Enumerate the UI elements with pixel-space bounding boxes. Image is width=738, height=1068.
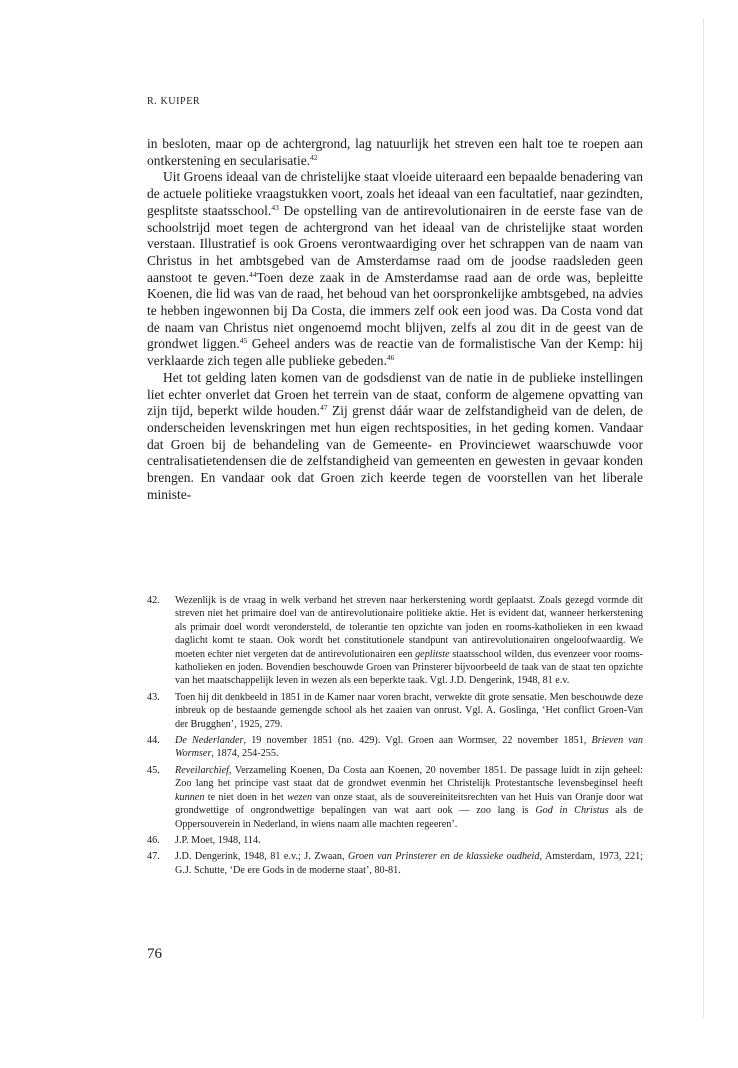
footnote-italic: Reveilarchief	[175, 764, 229, 776]
footnote-43	[147, 691, 643, 731]
footnote-42	[147, 594, 643, 688]
footnote-italic: kunnen	[175, 791, 205, 803]
footnote-text: J.D. Dengerink, 1948, 81 e.v.; J. Zwaan,	[175, 851, 348, 863]
footnote-ref-43[interactable]: 43	[271, 202, 279, 212]
footnote-italic: God in Christus	[535, 805, 609, 817]
footnote-text: , 19 november 1851 (no. 429). Vgl. Groen aan Wormser, 22 november 1851,	[243, 735, 592, 747]
footnote-italic: De Nederlander	[175, 735, 244, 747]
footnote-number: 46.	[147, 834, 160, 846]
footnote-italic: geplitste	[415, 648, 450, 660]
paragraph-3-text-b: Zij grenst dáár waar de zelfstandigheid van de delen, de onderscheiden levenskringen met hun eigen rechtsposities, in het geding komen. Vandaar dat Groen bij de behandeling van de Gemeente- en Provinciewet waarschuwde voor centralisatietendensen die de zelfstandigheid van gemeenten en gewesten in gevaar konden brengen. En vandaar ook dat Groen zich keerde tegen de voorstellen van het liberale ministe-	[147, 403, 643, 502]
page-edge-line	[703, 18, 704, 1018]
footnote-47	[147, 850, 643, 877]
footnote-number: 45.	[147, 764, 160, 776]
footnote-ref-46[interactable]: 46	[386, 353, 395, 363]
footnote-text: Toen hij dit denkbeeld in 1851 in de Kamer naar voren bracht, verwekte dit grote sensatie. Men beschouwde deze inbreuk op de bestaande gemengde school als het zaaien van onrust. Vgl. A. Goslinga, ‘Het conflict Groen-Van der Brugghen’, 1925, 279.	[175, 691, 643, 730]
footnote-text: te niet doen in het	[204, 791, 288, 803]
footnote-44	[147, 734, 643, 761]
paragraph-2	[147, 169, 643, 369]
paragraph-2-text-d: Geheel anders was de reactie van de formalistische Van der Kemp: hij verklaarde zich tegen alle publieke gebeden.	[147, 336, 643, 369]
footnote-ref-42[interactable]: 42	[310, 152, 318, 162]
footnote-number: 47.	[147, 851, 160, 863]
paragraph-3	[147, 370, 643, 504]
footnote-text: staatsschool wilden, dus evenzeer voor rooms-katholieken en joden. Bovendien beschouwde Groen van Prinsterer bijvoorbeeld de taak van de staat ten opzichte van het maatschappelijk leven in wezen als een beperkte taak. Vgl. J.D. Dengerink, 1948, 81 e.v.	[175, 648, 643, 687]
footnote-text: Wezenlijk is de vraag in welk verband het streven naar herkerstening wordt geplaatst. Zoals gezegd vormde dit streven niet het primaire doel van de antirevolutionaire politieke aktie. Het is evident dat, wanneer herkerstening als primair doel wordt verondersteld, de tolerantie ten opzichte van joden en rooms-katholieken in een kwaad daglicht komt te staan. Ook wordt het constitutionele standpunt van antirevolutionairen ongeloofwaardig. We moeten echter niet vergeten dat de antirevolutionairen een	[175, 595, 643, 660]
paragraph-3-text-a: Het tot gelding laten komen van de godsdienst van de natie in de publieke instellingen liet echter onverlet dat Groen het terrein van de staat, conform de algemene opvatting van zijn tijd, beperkt wilde houden.	[147, 369, 643, 419]
paragraph-1-text: in besloten, maar op de achtergrond, lag natuurlijk het streven een halt toe te roepen aan ontkerstening en secularisatie.	[147, 136, 643, 168]
footnote-text: J.P. Moet, 1948, 114.	[175, 834, 261, 846]
body-text	[147, 136, 643, 503]
footnote-italic: Groen van Prinsterer en de klassieke oudheid	[348, 851, 540, 863]
footnote-text: als de Oppersouverein in Nederland, in wiens naam alle machten regeeren’.	[175, 805, 644, 830]
paragraph-2-text-a: Uit Groens ideaal van de christelijke staat vloeide uiteraard een bepaalde benadering van de actuele politieke vraagstukken voort, zoals het ideaal van een facultatief, naar gezindten, gesplitste staatsschool.	[147, 169, 643, 218]
footnote-ref-45[interactable]: 45	[239, 336, 248, 346]
paragraph-2-text-b: De opstelling van de antirevolutionairen in de eerste fase van de schoolstrijd moet tegen de achtergrond van het ideaal van de christelijke staat worden verstaan. Illustratief is ook Groens verontwaardiging over het schrappen van de naam van Christus in het ambtsgebed van de Amsterdamse raad om de joodse raadsleden geen aanstoot te geven.	[147, 202, 644, 285]
footnote-text: van onze staat, als de souvereiniteitsrechten van het Huis van Oranje door wat grondwettige of ongrondwettige bepalingen van wat aart ook — zoo lang is	[175, 791, 644, 817]
paragraph-2-text-c: Toen deze zaak in de Amsterdamse raad aan de orde was, bepleitte Koenen, die lid was van de raad, het behoud van het oorspronkelijke ambtsgebed, na advies te hebben ingewonnen bij Da Costa, die immers zelf ook een jood was. Da Costa vond dat de naam van Christus niet ongenoemd mocht blijven, zelfs al zou dit in de geest van de grondwet liggen.	[147, 269, 643, 352]
footnote-ref-47[interactable]: 47	[320, 403, 328, 413]
page-number: 76	[147, 946, 162, 962]
footnote-text: , Verzameling Koenen, Da Costa aan Koenen, 20 november 1851. De passage luidt in zijn geheel: Zoo lang het principe vast staat dat de grondwet evenmin het Christelijk Protestantsche levensbeginsel heeft	[175, 764, 643, 790]
running-head: R. KUIPER	[147, 96, 201, 107]
paragraph-1	[147, 136, 643, 169]
footnote-45	[147, 764, 643, 831]
footnote-text: , Amsterdam, 1973, 221; G.J. Schutte, ‘De ere Gods in de moderne staat’, 80-81.	[175, 851, 643, 876]
footnote-46	[147, 834, 643, 847]
footnote-text: , 1874, 254-255.	[211, 748, 279, 760]
footnote-number: 43.	[147, 691, 160, 703]
footnote-number: 44.	[147, 735, 160, 747]
footnote-number: 42.	[147, 595, 160, 606]
footnote-italic: wezen	[287, 791, 313, 803]
footnote-italic: Brieven van Wormser	[175, 735, 644, 760]
footnote-ref-44[interactable]: 44	[248, 269, 257, 279]
footnotes	[147, 594, 643, 880]
